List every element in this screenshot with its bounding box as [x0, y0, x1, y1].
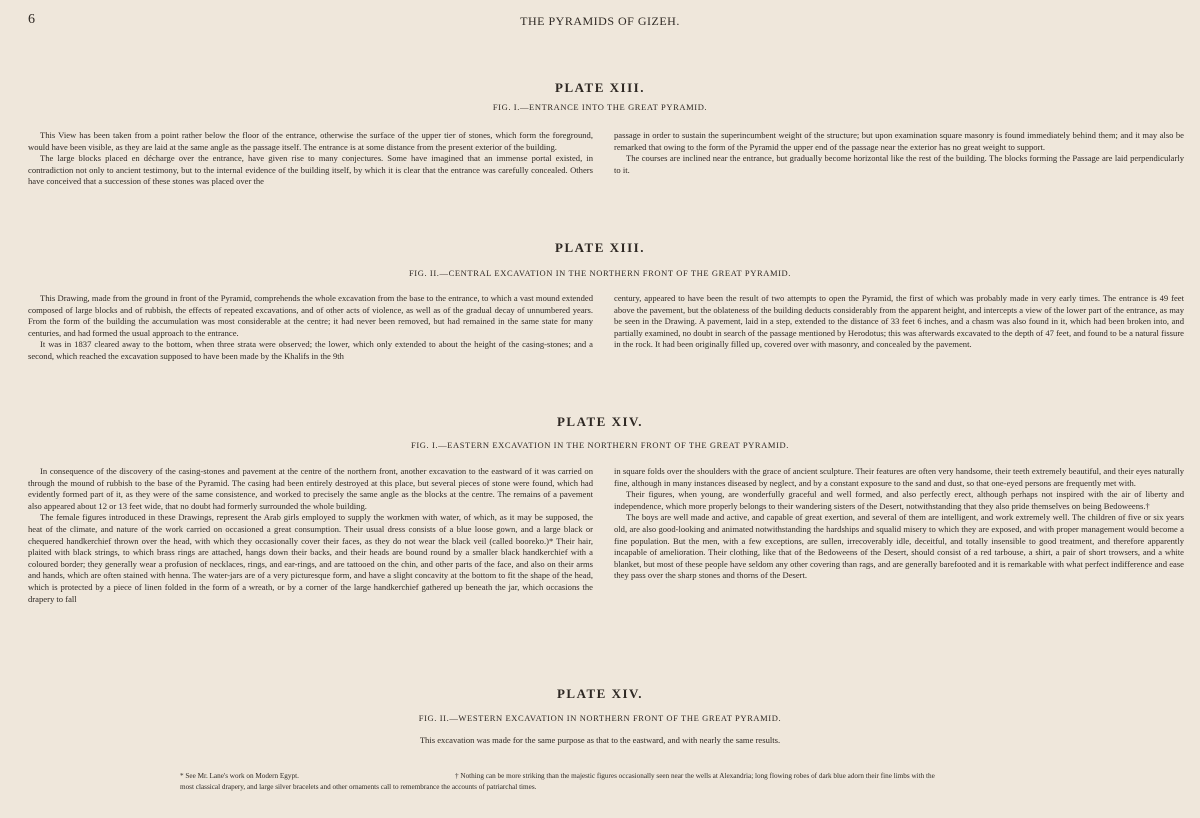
- section-2-left-column: [28, 293, 593, 363]
- paragraph: This View has been taken from a point rather below the floor of the entrance, otherwise the surface of the upper tier of stones, which form the foreground, would have been visible, as they are laid at the same angle as the passage itself. The entrance is at some distance from the present exterior of the building.: [28, 130, 593, 152]
- section-3-right-column: [614, 466, 1184, 582]
- figure-title: FIG. I.—EASTERN EXCAVATION IN THE NORTHERN FRONT OF THE GREAT PYRAMID.: [411, 440, 789, 450]
- footnote-1: * See Mr. Lane's work on Modern Egypt.: [180, 772, 299, 780]
- paragraph: In consequence of the discovery of the casing-stones and pavement at the centre of the northern front, another excavation to the eastward of it was carried on through the mound of rubbish to the base of the Pyramid. The casing had been entirely destroyed at this place, but several pieces of stone were found, which had evidently formed part of it, as they were of the same consistence, and worked to precisely the same angle as the blocks at the centre. The remains of a pavement also appeared about 12 or 13 feet wide, that no doubt had formerly surrounded the whole building.: [28, 466, 593, 511]
- footnote-2: † Nothing can be more striking than the majestic figures occasionally seen near the wells at Alexandria; long flowing robes of dark blue adorn their fine limbs with the: [455, 772, 935, 780]
- paragraph: Their figures, when young, are wonderfully graceful and well formed, and also perfectly erect, although perhaps not inspired with the air of liberty and independence, which more properly belongs to their wandering sisters of the Desert, notwithstanding that they also pride themselves on being Bedoweens.†: [614, 489, 1184, 511]
- paragraph: The courses are inclined near the entrance, but gradually become horizontal like the rest of the building. The blocks forming the Passage are laid perpendicularly to it.: [614, 153, 1184, 175]
- plate-title: PLATE XIII.: [555, 240, 645, 255]
- section-1-right-column: [614, 130, 1184, 176]
- figure-title: FIG. II.—WESTERN EXCAVATION IN NORTHERN FRONT OF THE GREAT PYRAMID.: [418, 713, 782, 723]
- plate-title: PLATE XIV.: [556, 686, 644, 701]
- paragraph: in square folds over the shoulders with the grace of ancient sculpture. Their features are often very handsome, their teeth extremely beautiful, and their eyes naturally fine, although in many instances diseased by neglect, and by a constant exposure to the sand and dust, so that one-eyed persons are frequently met with.: [614, 466, 1184, 488]
- plate-title: PLATE XIV.: [556, 414, 644, 429]
- footnote-2-continued: most classical drapery, and large silver bracelets and other ornaments call to remembrance the accounts of patriarchal times.: [180, 783, 537, 791]
- plate-title: PLATE XIII.: [555, 80, 645, 95]
- page-number: 6: [28, 12, 35, 27]
- paragraph: century, appeared to have been the result of two attempts to open the Pyramid, the first of which was probably made in very early times. The entrance is 49 feet above the pavement, but the oblateness of the building deducts considerably from the apparent height, and intercepts a view of the lower part of the entrance, as may be seen in the Drawing. A pavement, laid in a step, extended to the distance of 33 feet 6 inches, and a chasm was also found in it, which had been broken into, and partially examined, no doubt in search of the passage mentioned by Herodotus; this was afterwards excavated to the depth of 47 feet, and found to be a natural fissure in the rock. It had been originally filled up, covered over with masonry, and concealed by the pavement.: [614, 293, 1184, 350]
- paragraph: The female figures introduced in these Drawings, represent the Arab girls employed to supply the workmen with water, of which, as it may be supposed, the heat of the climate, and nature of the work carried on occasioned a great consumption. Their usual dress consists of a blue loose gown, and a large black or chequered handkerchief thrown over the head, with which they occasionally cover their faces, as they do not wear the black veil (called booreko.)* Their hair, plaited with black strings, to which brass rings are attached, hangs down their backs, and their heads are bound round by a smaller black handkerchief with a coloured border; they generally wear a profusion of necklaces, rings, and ear-rings, and are tattooed on the chin, and other parts of the face, and also on their arms and hands, which are often stained with henna. The water-jars are of a very picturesque form, and have a slight concavity at the bottom to fit the shape of the head, which is protected by a piece of linen folded in the form of a wreath, or by a corner of the large handkerchief gathered up beneath the jar, which occasions the drapery to fall: [28, 512, 593, 604]
- figure-title: FIG. I.—ENTRANCE INTO THE GREAT PYRAMID.: [492, 102, 708, 112]
- section-1-left-column: [28, 130, 593, 188]
- paragraph: It was in 1837 cleared away to the bottom, when three strata were observed; the lower, which only extended to about the height of the casing-stones; and a second, which reached the excavation supposed to have been made by the Khalifs in the 9th: [28, 339, 593, 361]
- section-2-right-column: [614, 293, 1184, 351]
- section-3-left-column: [28, 466, 593, 605]
- running-title: THE PYRAMIDS OF GIZEH.: [520, 14, 680, 28]
- paragraph: The boys are well made and active, and capable of great exertion, and several of them are intelligent, and work extremely well. The children of five or six years old, are also good-looking and animated notwithstanding the hardships and squalid misery to which they are exposed, and with proper management would become a fine population. But the men, with a few exceptions, are sullen, irrecoverably idle, deceitful, and totally insensible to good treatment, and therefore apparently incapable of amelioration. Their clothing, like that of the Bedoweens of the Desert, should consist of a red tarbouse, a shirt, a pair of short trowsers, and a white blanket, but most of these people have seldom any other covering than rags, and are generally barefooted and it is remarkable with what perfect indifference and ease they pass over the sharp stones and thorns of the Desert.: [614, 512, 1184, 581]
- figure-title: FIG. II.—CENTRAL EXCAVATION IN THE NORTHERN FRONT OF THE GREAT PYRAMID.: [408, 268, 792, 278]
- paragraph: The large blocks placed en décharge over the entrance, have given rise to many conjectures. Some have imagined that an immense portal existed, in contradiction not only to ancient testimony, but to the internal evidence of the building itself, by which it is clear that the entrance was carefully concealed. Others have conceived that a succession of these stones was placed over the: [28, 153, 593, 187]
- section-4-text: This excavation was made for the same purpose as that to the eastward, and with nearly the same results.: [419, 735, 781, 745]
- paragraph: This Drawing, made from the ground in front of the Pyramid, comprehends the whole excavation from the base to the entrance, to which a vast mound extended composed of large blocks and of rubbish, the effects of repeated excavations, and of other acts of violence, as well as of the gradual decay of unnumbered years. From the form of the building the accumulation was most considerable at the centre; it had never been removed, but had remained in the same state for many centuries, and had formed the usual approach to the entrance.: [28, 293, 593, 338]
- paragraph: passage in order to sustain the superincumbent weight of the structure; but upon examination square masonry is found immediately behind them; and it may also be remarked that owing to the form of the Pyramid the upper end of the passage near the exterior has no great weight to support.: [614, 130, 1184, 152]
